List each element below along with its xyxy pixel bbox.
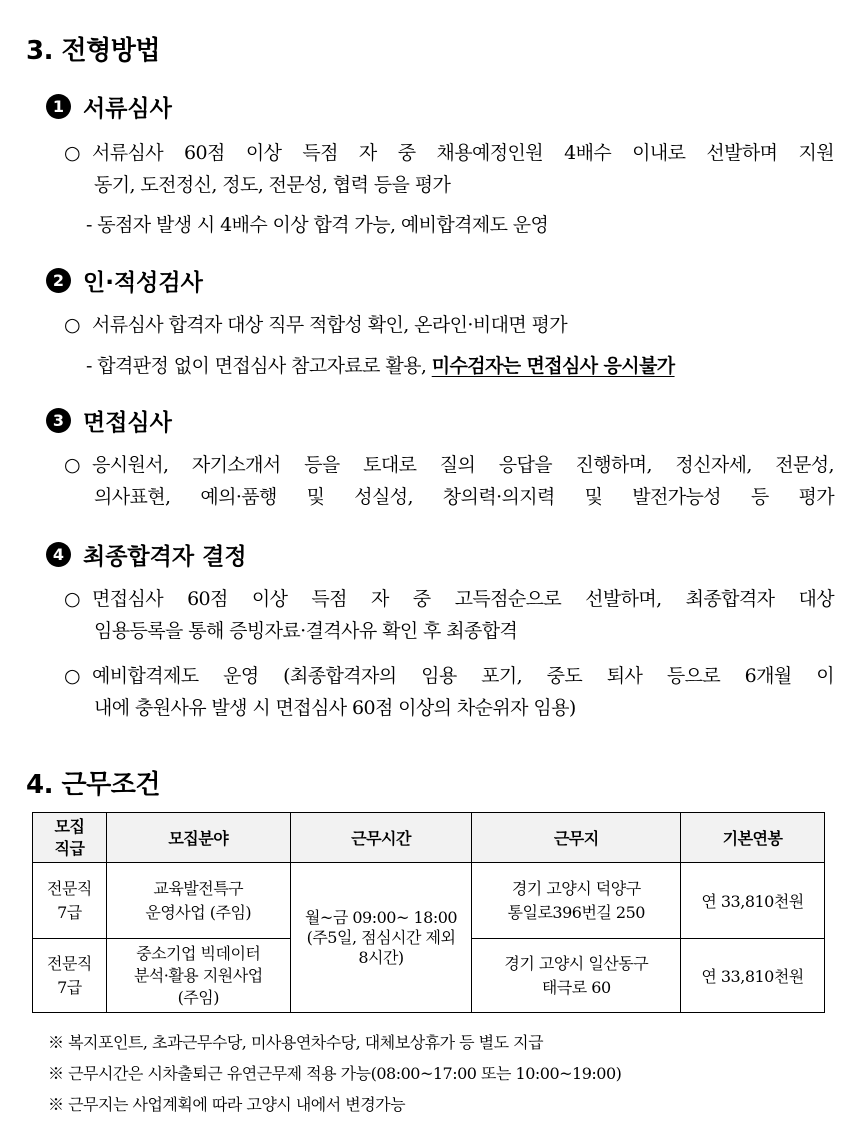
section-3-title: 3. 전형방법 [26, 36, 160, 66]
footnote: ※ 근무시간은 시차출퇴근 유연근무제 적용 가능(08:00~17:00 또는 10:00~19:00) [48, 1064, 622, 1083]
text-line: 서류심사 합격자 대상 직무 적합성 확인, 온라인·비대면 평가 [92, 314, 568, 336]
circle-bullet: ○ [64, 454, 80, 476]
header-location: 근무지 [472, 813, 681, 863]
text-line: 면접심사 60점 이상 득점 자 중 고득점순으로 선발하며, 최종합격자 대상 [92, 588, 834, 610]
text-line: 내에 충원사유 발생 시 면접심사 60점 이상의 차순위자 임용) [94, 697, 576, 719]
footnote: ※ 근무지는 사업계획에 따라 고양시 내에서 변경가능 [48, 1095, 406, 1114]
table-row [33, 863, 825, 939]
subsection-title: 최종합격자 결정 [83, 543, 247, 570]
paragraph [64, 137, 834, 201]
text-line: 임용등록을 통해 증빙자료·결격사유 확인 후 최종합격 [94, 620, 518, 642]
circle-bullet: ○ [64, 588, 80, 610]
footnote: ※ 복지포인트, 초과근무수당, 미사용연차수당, 대체보상휴가 등 별도 지급 [48, 1033, 544, 1052]
subsection-title: 서류심사 [83, 95, 172, 122]
text-line: 의사표현, 예의·품행 및 성실성, 창의력·의지력 및 발전가능성 등 평가 [94, 486, 834, 508]
cell-location: 경기 고양시 덕양구 통일로396번길 250 [472, 863, 681, 939]
paragraph [64, 309, 834, 341]
number-badge: 3 [46, 408, 71, 433]
circle-bullet: ○ [64, 665, 80, 687]
header-salary: 기본연봉 [681, 813, 825, 863]
subsection-interview [46, 404, 172, 437]
subsection-title: 면접심사 [83, 410, 172, 436]
subsection-aptitude-test [46, 264, 203, 297]
header-grade: 모집 직급 [33, 813, 107, 863]
text-line: 동기, 도전정신, 정도, 전문성, 협력 등을 평가 [94, 174, 451, 196]
number-badge: 1 [46, 94, 71, 119]
header-hours: 근무시간 [290, 813, 472, 863]
number-badge: 4 [46, 542, 71, 567]
cell-grade: 전문직 7급 [33, 939, 107, 1013]
subsection-final-selection [46, 538, 247, 571]
text-line: - 합격판정 없이 면접심사 참고자료로 활용, [86, 355, 432, 377]
dash-note [86, 351, 675, 378]
cell-grade: 전문직 7급 [33, 863, 107, 939]
circle-bullet: ○ [64, 142, 80, 164]
paragraph [64, 449, 834, 513]
circle-bullet: ○ [64, 314, 80, 336]
table-header-row [33, 813, 825, 863]
dash-note: - 동점자 발생 시 4배수 이상 합격 가능, 예비합격제도 운영 [86, 214, 549, 236]
subsection-document-review [46, 90, 172, 123]
subsection-title: 인·적성검사 [83, 270, 203, 296]
cell-location: 경기 고양시 일산동구 태극로 60 [472, 939, 681, 1013]
paragraph [64, 660, 834, 724]
emphasis-text: 미수검자는 면접심사 응시불가 [431, 355, 675, 377]
cell-field: 교육발전특구 운영사업 (주임) [106, 863, 290, 939]
header-field: 모집분야 [106, 813, 290, 863]
cell-salary: 연 33,810천원 [681, 863, 825, 939]
text-line: 서류심사 60점 이상 득점 자 중 채용예정인원 4배수 이내로 선발하며 지원 [92, 142, 834, 164]
work-conditions-table [32, 812, 825, 1013]
paragraph [64, 583, 834, 647]
section-4-title: 4. 근무조건 [26, 770, 160, 800]
text-line: 예비합격제도 운영 (최종합격자의 임용 포기, 중도 퇴사 등으로 6개월 이 [92, 665, 834, 687]
cell-field: 중소기업 빅데이터 분석·활용 지원사업 (주임) [106, 939, 290, 1013]
text-line: 응시원서, 자기소개서 등을 토대로 질의 응답을 진행하며, 정신자세, 전문성, [92, 454, 834, 476]
cell-hours: 월~금 09:00~ 18:00 (주5일, 점심시간 제외 8시간) [290, 863, 472, 1013]
cell-salary: 연 33,810천원 [681, 939, 825, 1013]
number-badge: 2 [46, 268, 71, 293]
